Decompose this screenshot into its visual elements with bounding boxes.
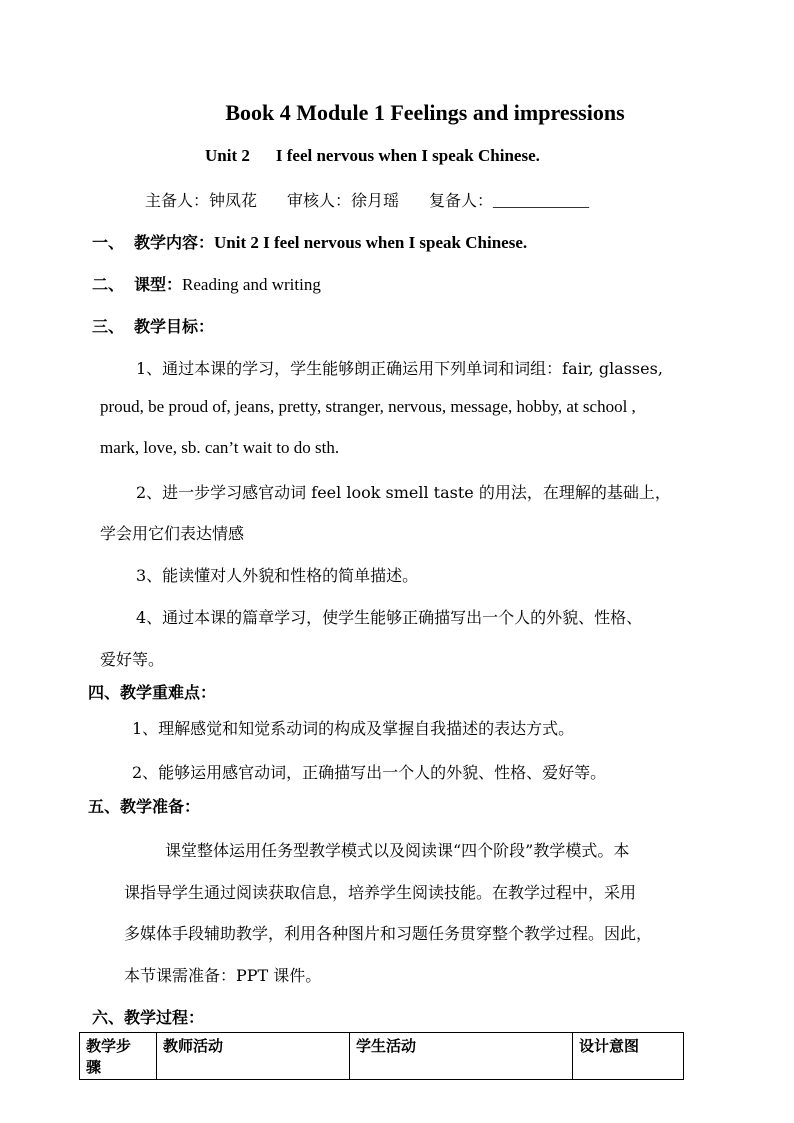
section-2-number: 二、 bbox=[92, 275, 125, 294]
preparation-line-2: 课指导学生通过阅读获取信息，培养学生阅读技能。在教学过程中，采用 bbox=[124, 883, 637, 902]
header-teacher-activity: 教师活动 bbox=[157, 1033, 350, 1080]
unit-title: I feel nervous when I speak Chinese. bbox=[275, 146, 540, 165]
section-5-label: 五、教学准备： bbox=[88, 797, 201, 816]
unit-number: Unit 2 bbox=[205, 146, 250, 165]
section-2-value: Reading and writing bbox=[182, 275, 321, 294]
objective-1-line-3: mark, love, sb. can’t wait to do sth. bbox=[100, 438, 340, 457]
section-2-label: 课型： bbox=[134, 275, 183, 294]
co-preparer: 复备人： bbox=[429, 191, 494, 210]
section-3 bbox=[92, 314, 214, 337]
key-point-1: 1、理解感觉和知觉系动词的构成及掌握自我描述的表达方式。 bbox=[132, 719, 575, 738]
section-3-label: 教学目标： bbox=[134, 317, 215, 336]
header-teaching-steps: 教学步骤 bbox=[80, 1033, 157, 1080]
objective-2-line-2: 学会用它们表达情感 bbox=[100, 524, 245, 543]
section-1-number: 一、 bbox=[92, 233, 125, 252]
co-preparer-blank: ____________ bbox=[493, 193, 590, 210]
reviewer: 审核人：徐月瑶 bbox=[287, 191, 400, 210]
unit-subtitle bbox=[205, 146, 540, 166]
objective-3: 3、能读懂对人外貌和性格的简单描述。 bbox=[136, 566, 419, 585]
main-preparer: 主备人：钟凤花 bbox=[145, 191, 258, 210]
section-1-value: Unit 2 I feel nervous when I speak Chinese. bbox=[214, 233, 528, 252]
preparation-line-3: 多媒体手段辅助教学，利用各种图片和习题任务贯穿整个教学过程。因此， bbox=[124, 924, 653, 943]
section-1 bbox=[92, 230, 527, 253]
objective-1-line-2: proud, be proud of, jeans, pretty, stranger, nervous, message, hobby, at school , bbox=[100, 397, 636, 416]
objective-1-line-1: 1、通过本课的学习，学生能够朗正确运用下列单词和词组：fair, glasses, bbox=[136, 359, 663, 378]
preparation-line-1: 课堂整体运用任务型教学模式以及阅读课“四个阶段”教学模式。本 bbox=[165, 841, 630, 860]
section-4-label: 四、教学重难点： bbox=[88, 683, 217, 702]
section-3-number: 三、 bbox=[92, 317, 125, 336]
section-1-label: 教学内容： bbox=[134, 233, 215, 252]
section-2 bbox=[92, 272, 321, 295]
preparation-line-4: 本节课需准备：PPT 课件。 bbox=[124, 966, 322, 985]
header-design-intent: 设计意图 bbox=[573, 1033, 684, 1080]
objective-2-line-1: 2、进一步学习感官动词 feel look smell taste 的用法，在理解的基础上， bbox=[136, 483, 671, 502]
section-6-label: 六、教学过程： bbox=[92, 1008, 205, 1027]
objective-4-line-2: 爱好等。 bbox=[100, 650, 165, 669]
header-student-activity: 学生活动 bbox=[350, 1033, 573, 1080]
table-header-row bbox=[80, 1033, 684, 1080]
key-point-2: 2、能够运用感官动词，正确描写出一个人的外貌、性格、爱好等。 bbox=[132, 763, 607, 782]
objective-4-line-1: 4、通过本课的篇章学习，使学生能够正确描写出一个人的外貌、性格、 bbox=[136, 608, 643, 627]
preparers-line bbox=[145, 188, 589, 211]
teaching-process-table bbox=[79, 1032, 684, 1080]
document-title: Book 4 Module 1 Feelings and impressions bbox=[225, 100, 625, 125]
